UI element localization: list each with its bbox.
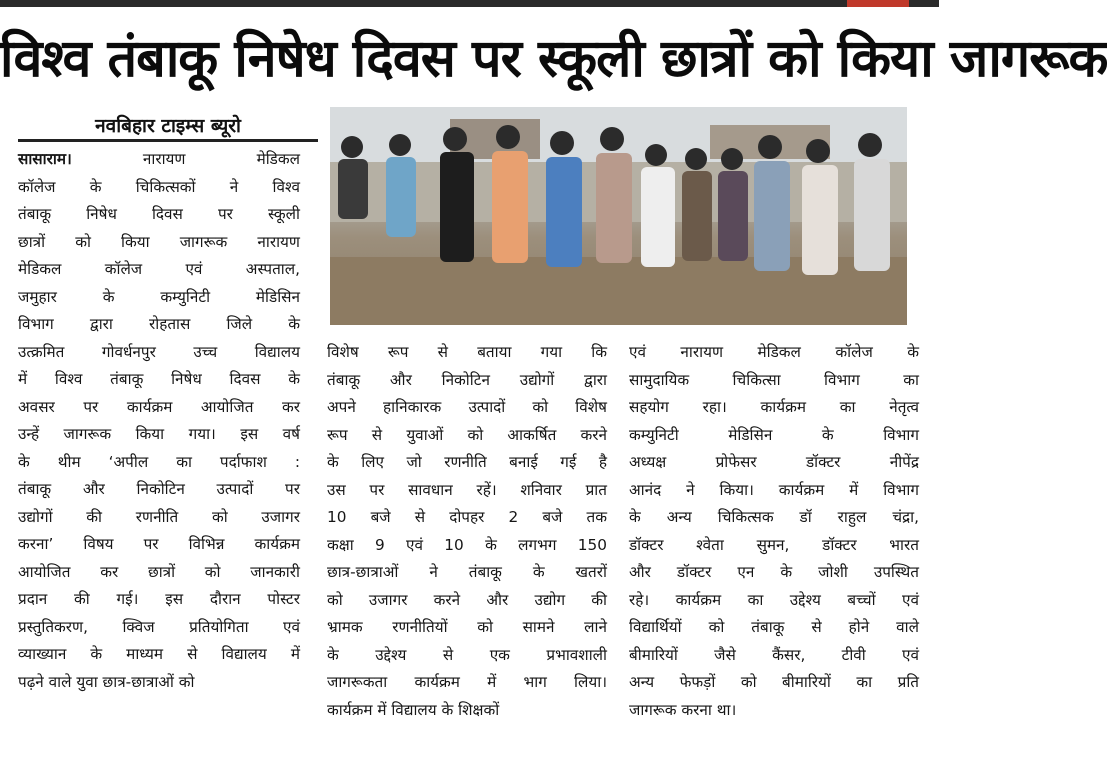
- column-line: भ्रामक रणनीतियों को सामने लाने: [327, 618, 607, 636]
- article-column-3: [629, 339, 919, 724]
- column-line: व्याख्यान के माध्यम से विद्यालय में: [18, 645, 300, 663]
- column-line: बीमारियों जैसे कैंसर, टीवी एवं: [629, 645, 919, 664]
- byline: नवबिहार टाइम्स ब्यूरो: [18, 110, 318, 142]
- top-accent-bar: [847, 0, 909, 7]
- group-photo-illustration: [330, 107, 907, 325]
- column-line: अपने हानिकारक उत्पादों को विशेष: [327, 398, 607, 416]
- column-line: 10 बजे से दोपहर 2 बजे तक: [327, 508, 607, 526]
- column-line: विभाग द्वारा रोहतास जिले के: [18, 315, 300, 333]
- column-line: विद्यार्थियों को तंबाकू से होने वाले: [629, 618, 919, 636]
- column-line: जमुहार के कम्युनिटी मेडिसिन: [18, 287, 300, 306]
- column-line: रहे। कार्यक्रम का उद्देश्य बच्चों एवं: [629, 590, 919, 609]
- column-line: के लिए जो रणनीति बनाई गई है: [327, 453, 607, 471]
- headline: विश्व तंबाकू निषेध दिवस पर स्कूली छात्रों को किया जागरूक: [0, 29, 1107, 89]
- column-line: छात्र-छात्राओं ने तंबाकू के खतरों: [327, 563, 607, 581]
- column-line: पढ़ने वाले युवा छात्र-छात्राओं को: [18, 672, 195, 691]
- column-line: जागरूक करना था।: [629, 700, 737, 719]
- column-line: जागरूकता कार्यक्रम में भाग लिया।: [327, 673, 607, 691]
- column-line: और डॉक्टर एन के जोशी उपस्थित: [629, 563, 919, 581]
- column-line: डॉक्टर श्वेता सुमन, डॉक्टर भारत: [629, 535, 919, 554]
- column-line: को उजागर करने और उद्योग की: [327, 590, 607, 609]
- article-column-1: [18, 146, 300, 696]
- column-line: सामुदायिक चिकित्सा विभाग का: [629, 370, 919, 389]
- column-line: में विश्व तंबाकू निषेध दिवस के: [18, 370, 300, 388]
- article-column-2: [327, 339, 607, 724]
- column-line: तंबाकू और निकोटिन उत्पादों पर: [18, 480, 300, 498]
- column-line: आयोजित कर छात्रों को जानकारी: [18, 562, 300, 581]
- column-line: एवं नारायण मेडिकल कॉलेज के: [629, 343, 919, 361]
- column-line: रूप से युवाओं को आकर्षित करने: [327, 425, 607, 444]
- column-line: आनंद ने किया। कार्यक्रम में विभाग: [629, 480, 919, 499]
- column-line: विशेष रूप से बताया गया कि: [327, 343, 607, 361]
- column-line: के उद्देश्य से एक प्रभावशाली: [327, 645, 607, 664]
- column-line: अन्य फेफड़ों को बीमारियों का प्रति: [629, 673, 919, 691]
- column-line: उन्हें जागरूक किया गया। इस वर्ष: [18, 425, 300, 443]
- column-line: अवसर पर कार्यक्रम आयोजित कर: [18, 397, 300, 416]
- column-line: सासाराम। नारायण मेडिकल: [18, 150, 300, 168]
- top-rule: [0, 0, 939, 7]
- column-line: कॉलेज के चिकित्सकों ने विश्व: [18, 177, 300, 196]
- column-line: मेडिकल कॉलेज एवं अस्पताल,: [18, 260, 300, 278]
- column-line: तंबाकू और निकोटिन उद्योगों द्वारा: [327, 370, 607, 389]
- column-line: के अन्य चिकित्सक डॉ राहुल चंद्रा,: [629, 508, 919, 526]
- column-line: कार्यक्रम में विद्यालय के शिक्षकों: [327, 700, 500, 719]
- column-line: करना’ विषय पर विभिन्न कार्यक्रम: [18, 535, 300, 553]
- column-line: प्रदान की गई। इस दौरान पोस्टर: [18, 590, 300, 608]
- column-line: प्रस्तुतिकरण, क्विज प्रतियोगिता एवं: [18, 617, 300, 636]
- column-line: तंबाकू निषेध दिवस पर स्कूली: [18, 205, 300, 223]
- column-line: उस पर सावधान रहें। शनिवार प्रात: [327, 480, 607, 499]
- news-photo: [330, 107, 907, 325]
- column-line: सहयोग रहा। कार्यक्रम का नेतृत्व: [629, 398, 919, 416]
- column-line: उद्योगों की रणनीति को उजागर: [18, 507, 300, 526]
- column-line: के थीम ‘अपील का पर्दाफाश :: [18, 452, 300, 471]
- column-line: छात्रों को किया जागरूक नारायण: [18, 232, 300, 251]
- column-line: अध्यक्ष प्रोफेसर डॉक्टर नीपेंद्र: [629, 453, 919, 471]
- column-line: कक्षा 9 एवं 10 के लगभग 150: [327, 535, 607, 554]
- dateline-city: सासाराम।: [18, 150, 72, 168]
- column-line: उत्क्रमित गोवर्धनपुर उच्च विद्यालय: [18, 342, 300, 361]
- column-line: कम्युनिटी मेडिसिन के विभाग: [629, 425, 919, 444]
